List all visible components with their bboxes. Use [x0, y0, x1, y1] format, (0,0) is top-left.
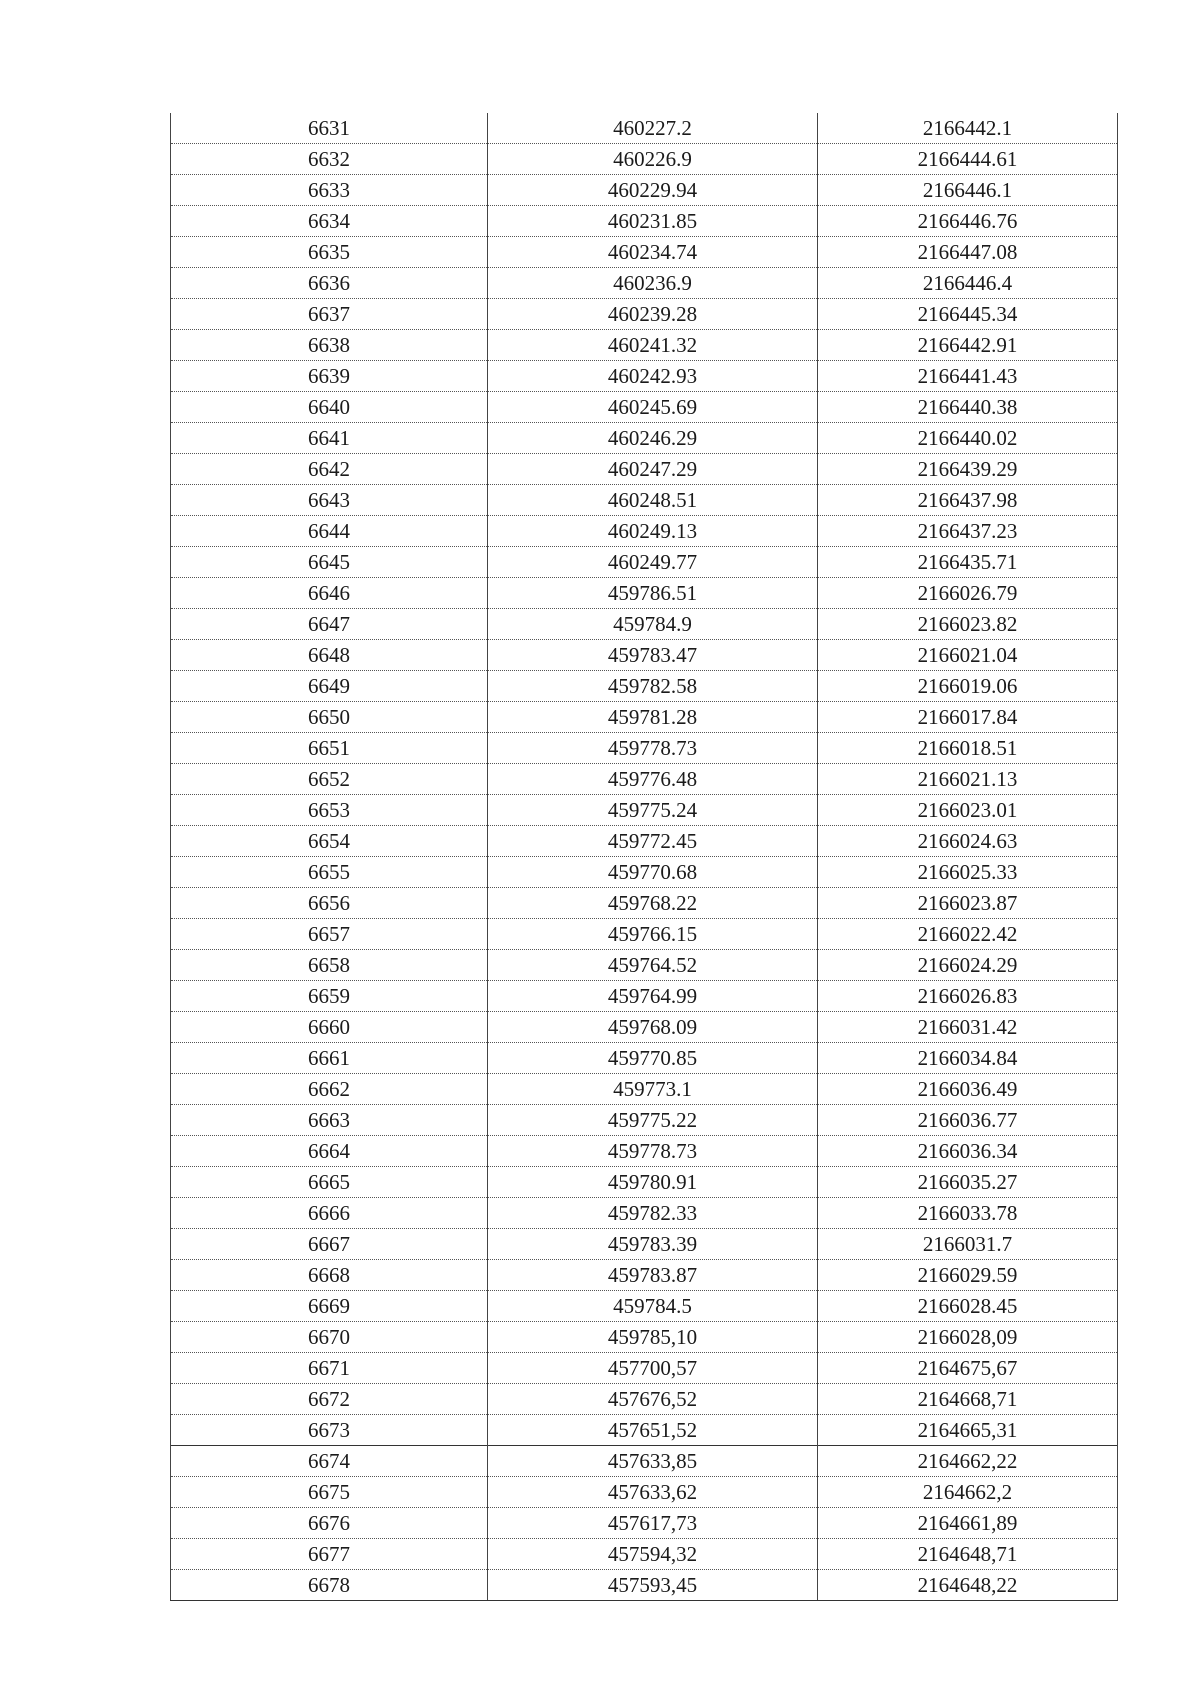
- x-coordinate-cell: 457633,62: [488, 1477, 818, 1508]
- table-row: [171, 1570, 1118, 1601]
- point-number-cell: 6666: [171, 1198, 488, 1229]
- y-coordinate-cell: 2164662,22: [818, 1446, 1118, 1477]
- point-number-cell: 6659: [171, 981, 488, 1012]
- x-coordinate-cell: 457594,32: [488, 1539, 818, 1570]
- table-row: [171, 888, 1118, 919]
- x-coordinate-cell: 459775.22: [488, 1105, 818, 1136]
- y-coordinate-cell: 2166035.27: [818, 1167, 1118, 1198]
- table-row: [171, 392, 1118, 423]
- y-coordinate-cell: 2166036.77: [818, 1105, 1118, 1136]
- x-coordinate-cell: 459783.87: [488, 1260, 818, 1291]
- x-coordinate-cell: 457676,52: [488, 1384, 818, 1415]
- y-coordinate-cell: 2166445.34: [818, 299, 1118, 330]
- table-row: [171, 1384, 1118, 1415]
- x-coordinate-cell: 457593,45: [488, 1570, 818, 1601]
- table-row: [171, 1229, 1118, 1260]
- table-row: [171, 795, 1118, 826]
- table-row: [171, 671, 1118, 702]
- point-number-cell: 6655: [171, 857, 488, 888]
- y-coordinate-cell: 2164665,31: [818, 1415, 1118, 1446]
- table-row: [171, 950, 1118, 981]
- table-row: [171, 144, 1118, 175]
- table-row: [171, 826, 1118, 857]
- x-coordinate-cell: 460242.93: [488, 361, 818, 392]
- coordinates-table: [170, 113, 1118, 1601]
- table-row: [171, 113, 1118, 144]
- point-number-cell: 6639: [171, 361, 488, 392]
- x-coordinate-cell: 459772.45: [488, 826, 818, 857]
- x-coordinate-cell: 459764.99: [488, 981, 818, 1012]
- table-row: [171, 1539, 1118, 1570]
- x-coordinate-cell: 459781.28: [488, 702, 818, 733]
- y-coordinate-cell: 2166447.08: [818, 237, 1118, 268]
- table-row: [171, 1477, 1118, 1508]
- table-row: [171, 237, 1118, 268]
- y-coordinate-cell: 2166441.43: [818, 361, 1118, 392]
- table-row: [171, 919, 1118, 950]
- table-row: [171, 1012, 1118, 1043]
- point-number-cell: 6646: [171, 578, 488, 609]
- x-coordinate-cell: 459768.09: [488, 1012, 818, 1043]
- point-number-cell: 6648: [171, 640, 488, 671]
- y-coordinate-cell: 2166018.51: [818, 733, 1118, 764]
- point-number-cell: 6664: [171, 1136, 488, 1167]
- y-coordinate-cell: 2166019.06: [818, 671, 1118, 702]
- y-coordinate-cell: 2166036.49: [818, 1074, 1118, 1105]
- point-number-cell: 6667: [171, 1229, 488, 1260]
- x-coordinate-cell: 459786.51: [488, 578, 818, 609]
- y-coordinate-cell: 2166446.76: [818, 206, 1118, 237]
- point-number-cell: 6642: [171, 454, 488, 485]
- y-coordinate-cell: 2166028.45: [818, 1291, 1118, 1322]
- y-coordinate-cell: 2166440.02: [818, 423, 1118, 454]
- point-number-cell: 6661: [171, 1043, 488, 1074]
- y-coordinate-cell: 2166031.7: [818, 1229, 1118, 1260]
- x-coordinate-cell: 459785,10: [488, 1322, 818, 1353]
- x-coordinate-cell: 459770.85: [488, 1043, 818, 1074]
- x-coordinate-cell: 460249.13: [488, 516, 818, 547]
- y-coordinate-cell: 2166024.29: [818, 950, 1118, 981]
- x-coordinate-cell: 459778.73: [488, 1136, 818, 1167]
- point-number-cell: 6671: [171, 1353, 488, 1384]
- x-coordinate-cell: 457651,52: [488, 1415, 818, 1446]
- table-row: [171, 175, 1118, 206]
- y-coordinate-cell: 2164661,89: [818, 1508, 1118, 1539]
- point-number-cell: 6637: [171, 299, 488, 330]
- point-number-cell: 6663: [171, 1105, 488, 1136]
- point-number-cell: 6636: [171, 268, 488, 299]
- x-coordinate-cell: 460227.2: [488, 113, 818, 144]
- x-coordinate-cell: 457617,73: [488, 1508, 818, 1539]
- y-coordinate-cell: 2166439.29: [818, 454, 1118, 485]
- y-coordinate-cell: 2166017.84: [818, 702, 1118, 733]
- table-row: [171, 609, 1118, 640]
- table-row: [171, 423, 1118, 454]
- table-row: [171, 206, 1118, 237]
- table-row: [171, 1446, 1118, 1477]
- y-coordinate-cell: 2166442.1: [818, 113, 1118, 144]
- coordinates-table-body: [171, 113, 1118, 1601]
- point-number-cell: 6638: [171, 330, 488, 361]
- table-row: [171, 268, 1118, 299]
- y-coordinate-cell: 2166440.38: [818, 392, 1118, 423]
- x-coordinate-cell: 460247.29: [488, 454, 818, 485]
- point-number-cell: 6651: [171, 733, 488, 764]
- x-coordinate-cell: 459768.22: [488, 888, 818, 919]
- point-number-cell: 6631: [171, 113, 488, 144]
- x-coordinate-cell: 459784.9: [488, 609, 818, 640]
- point-number-cell: 6652: [171, 764, 488, 795]
- table-row: [171, 640, 1118, 671]
- point-number-cell: 6635: [171, 237, 488, 268]
- table-row: [171, 330, 1118, 361]
- x-coordinate-cell: 460249.77: [488, 547, 818, 578]
- y-coordinate-cell: 2166024.63: [818, 826, 1118, 857]
- x-coordinate-cell: 460239.28: [488, 299, 818, 330]
- table-row: [171, 1105, 1118, 1136]
- y-coordinate-cell: 2164675,67: [818, 1353, 1118, 1384]
- y-coordinate-cell: 2166021.13: [818, 764, 1118, 795]
- y-coordinate-cell: 2166023.01: [818, 795, 1118, 826]
- table-row: [171, 1415, 1118, 1446]
- point-number-cell: 6654: [171, 826, 488, 857]
- table-row: [171, 299, 1118, 330]
- point-number-cell: 6658: [171, 950, 488, 981]
- point-number-cell: 6676: [171, 1508, 488, 1539]
- point-number-cell: 6645: [171, 547, 488, 578]
- x-coordinate-cell: 457700,57: [488, 1353, 818, 1384]
- y-coordinate-cell: 2166435.71: [818, 547, 1118, 578]
- table-row: [171, 454, 1118, 485]
- point-number-cell: 6643: [171, 485, 488, 516]
- x-coordinate-cell: 459778.73: [488, 733, 818, 764]
- point-number-cell: 6673: [171, 1415, 488, 1446]
- x-coordinate-cell: 460229.94: [488, 175, 818, 206]
- y-coordinate-cell: 2166023.82: [818, 609, 1118, 640]
- y-coordinate-cell: 2166446.4: [818, 268, 1118, 299]
- table-row: [171, 1136, 1118, 1167]
- table-row: [171, 1198, 1118, 1229]
- y-coordinate-cell: 2166437.23: [818, 516, 1118, 547]
- point-number-cell: 6669: [171, 1291, 488, 1322]
- y-coordinate-cell: 2166036.34: [818, 1136, 1118, 1167]
- y-coordinate-cell: 2166446.1: [818, 175, 1118, 206]
- x-coordinate-cell: 459764.52: [488, 950, 818, 981]
- x-coordinate-cell: 459782.33: [488, 1198, 818, 1229]
- table-row: [171, 1074, 1118, 1105]
- y-coordinate-cell: 2166026.83: [818, 981, 1118, 1012]
- x-coordinate-cell: 460248.51: [488, 485, 818, 516]
- point-number-cell: 6653: [171, 795, 488, 826]
- x-coordinate-cell: 460246.29: [488, 423, 818, 454]
- table-row: [171, 857, 1118, 888]
- point-number-cell: 6662: [171, 1074, 488, 1105]
- x-coordinate-cell: 459783.47: [488, 640, 818, 671]
- x-coordinate-cell: 459766.15: [488, 919, 818, 950]
- x-coordinate-cell: 457633,85: [488, 1446, 818, 1477]
- table-row: [171, 1353, 1118, 1384]
- point-number-cell: 6650: [171, 702, 488, 733]
- point-number-cell: 6677: [171, 1539, 488, 1570]
- table-row: [171, 516, 1118, 547]
- x-coordinate-cell: 459773.1: [488, 1074, 818, 1105]
- table-row: [171, 764, 1118, 795]
- table-row: [171, 547, 1118, 578]
- point-number-cell: 6647: [171, 609, 488, 640]
- point-number-cell: 6670: [171, 1322, 488, 1353]
- point-number-cell: 6649: [171, 671, 488, 702]
- point-number-cell: 6660: [171, 1012, 488, 1043]
- x-coordinate-cell: 459775.24: [488, 795, 818, 826]
- y-coordinate-cell: 2166033.78: [818, 1198, 1118, 1229]
- table-row: [171, 733, 1118, 764]
- point-number-cell: 6641: [171, 423, 488, 454]
- table-row: [171, 1508, 1118, 1539]
- x-coordinate-cell: 459770.68: [488, 857, 818, 888]
- point-number-cell: 6675: [171, 1477, 488, 1508]
- x-coordinate-cell: 459783.39: [488, 1229, 818, 1260]
- x-coordinate-cell: 459780.91: [488, 1167, 818, 1198]
- table-row: [171, 1043, 1118, 1074]
- y-coordinate-cell: 2166442.91: [818, 330, 1118, 361]
- point-number-cell: 6668: [171, 1260, 488, 1291]
- point-number-cell: 6633: [171, 175, 488, 206]
- y-coordinate-cell: 2164648,71: [818, 1539, 1118, 1570]
- point-number-cell: 6634: [171, 206, 488, 237]
- y-coordinate-cell: 2166444.61: [818, 144, 1118, 175]
- x-coordinate-cell: 459784.5: [488, 1291, 818, 1322]
- y-coordinate-cell: 2166028,09: [818, 1322, 1118, 1353]
- x-coordinate-cell: 460236.9: [488, 268, 818, 299]
- x-coordinate-cell: 460241.32: [488, 330, 818, 361]
- y-coordinate-cell: 2166026.79: [818, 578, 1118, 609]
- y-coordinate-cell: 2166031.42: [818, 1012, 1118, 1043]
- y-coordinate-cell: 2166029.59: [818, 1260, 1118, 1291]
- y-coordinate-cell: 2164648,22: [818, 1570, 1118, 1601]
- x-coordinate-cell: 459776.48: [488, 764, 818, 795]
- table-row: [171, 981, 1118, 1012]
- table-row: [171, 1291, 1118, 1322]
- y-coordinate-cell: 2166022.42: [818, 919, 1118, 950]
- table-row: [171, 361, 1118, 392]
- x-coordinate-cell: 460231.85: [488, 206, 818, 237]
- point-number-cell: 6640: [171, 392, 488, 423]
- y-coordinate-cell: 2166437.98: [818, 485, 1118, 516]
- table-row: [171, 1260, 1118, 1291]
- point-number-cell: 6678: [171, 1570, 488, 1601]
- point-number-cell: 6674: [171, 1446, 488, 1477]
- point-number-cell: 6657: [171, 919, 488, 950]
- table-row: [171, 702, 1118, 733]
- y-coordinate-cell: 2166023.87: [818, 888, 1118, 919]
- x-coordinate-cell: 460226.9: [488, 144, 818, 175]
- x-coordinate-cell: 460245.69: [488, 392, 818, 423]
- x-coordinate-cell: 460234.74: [488, 237, 818, 268]
- y-coordinate-cell: 2166034.84: [818, 1043, 1118, 1074]
- table-row: [171, 485, 1118, 516]
- y-coordinate-cell: 2166025.33: [818, 857, 1118, 888]
- point-number-cell: 6656: [171, 888, 488, 919]
- point-number-cell: 6665: [171, 1167, 488, 1198]
- table-row: [171, 1322, 1118, 1353]
- point-number-cell: 6632: [171, 144, 488, 175]
- y-coordinate-cell: 2164668,71: [818, 1384, 1118, 1415]
- x-coordinate-cell: 459782.58: [488, 671, 818, 702]
- point-number-cell: 6644: [171, 516, 488, 547]
- table-row: [171, 1167, 1118, 1198]
- y-coordinate-cell: 2164662,2: [818, 1477, 1118, 1508]
- y-coordinate-cell: 2166021.04: [818, 640, 1118, 671]
- table-row: [171, 578, 1118, 609]
- point-number-cell: 6672: [171, 1384, 488, 1415]
